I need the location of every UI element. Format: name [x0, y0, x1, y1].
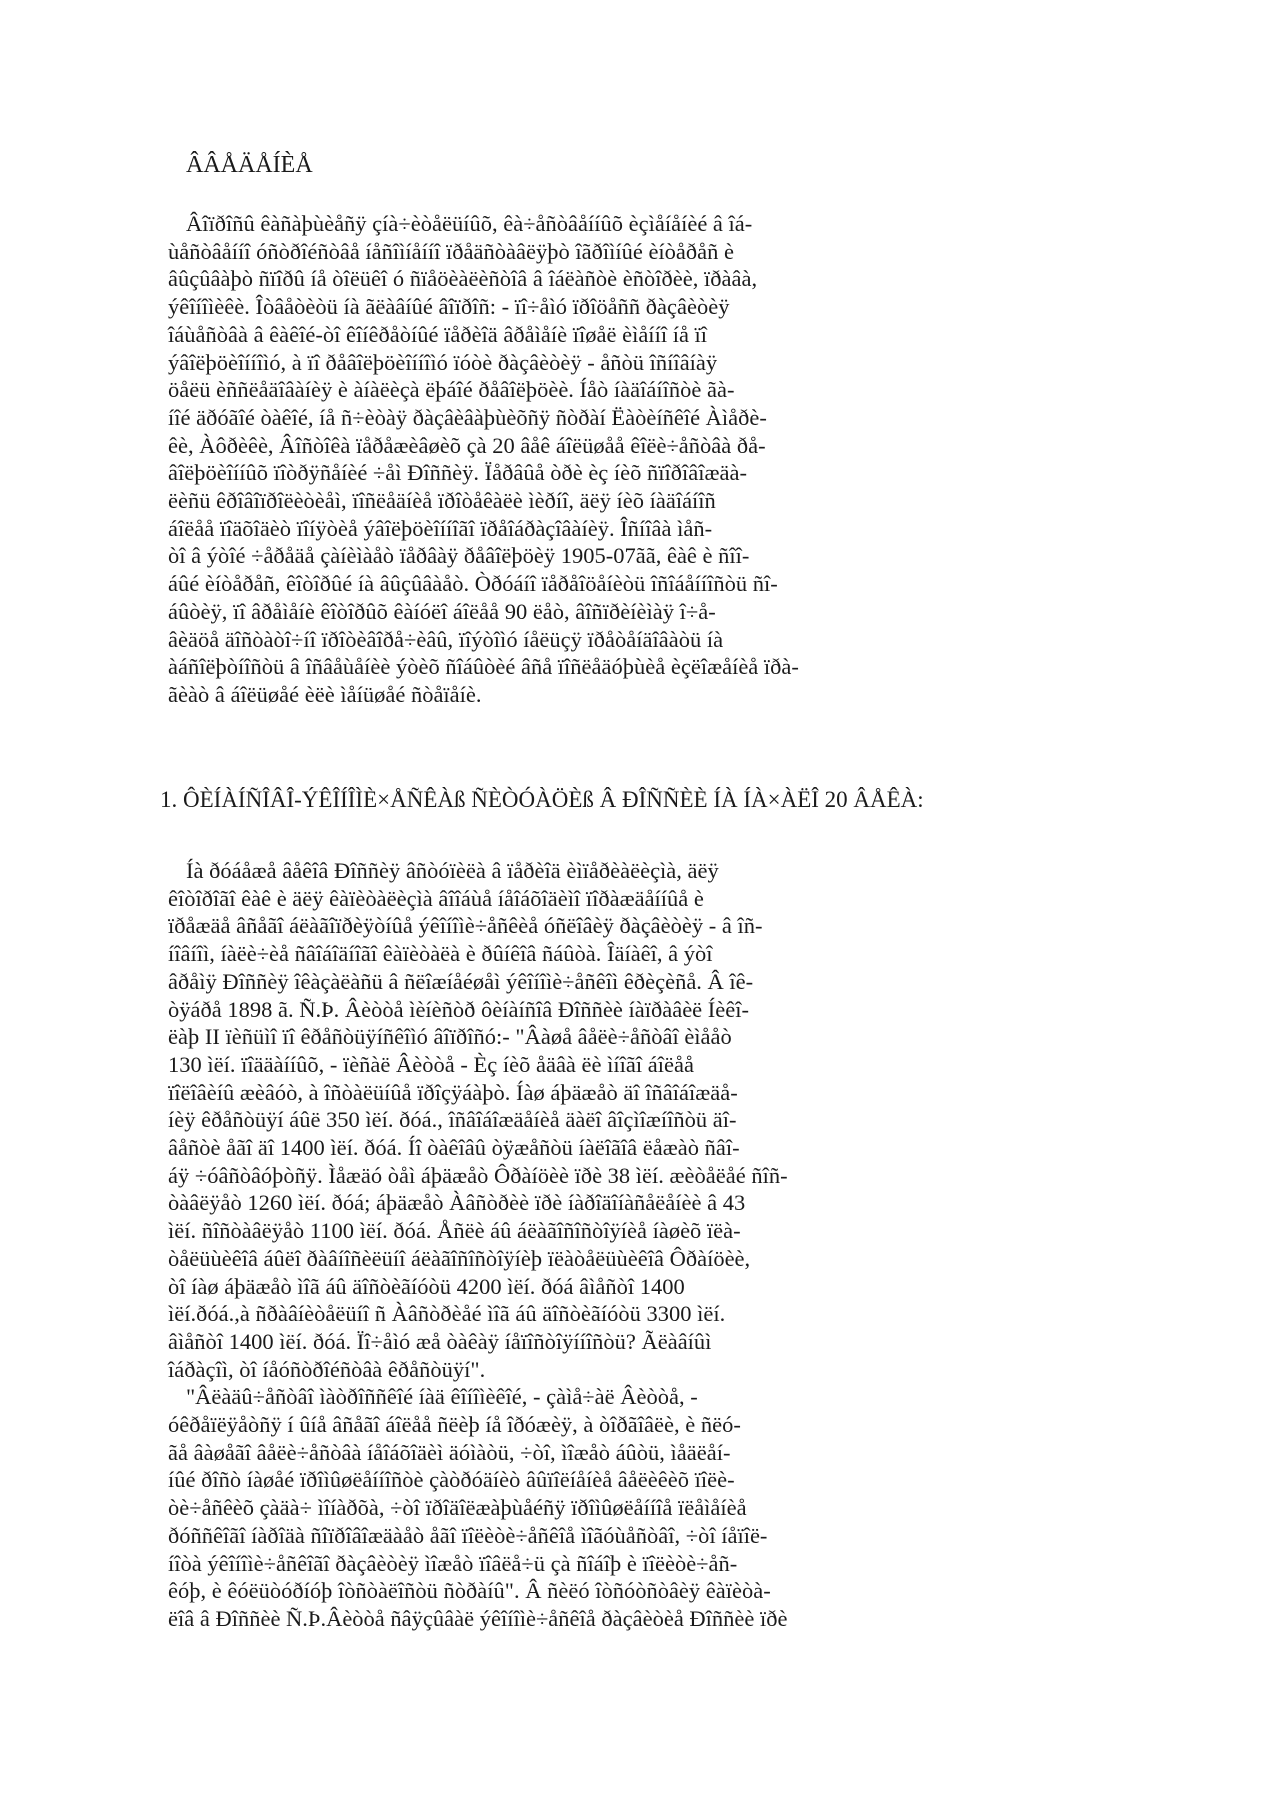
- text-line: íûé ðîñò íàøåé ïðîìûøëåííîñòè çàòðóäíèò âûïîëíåíèå âåëèêèõ ïîëè-: [168, 1467, 735, 1493]
- text-line: íîâíîì, íàëè÷èå ñâîáîäíîãî êàïèòàëà è ðûíêîâ ñáûòà. Îäíàêî, â ýòî: [168, 941, 713, 967]
- text-line: íîé äðóãîé òàêîé, íå ñ÷èòàÿ ðàçâèâàþùèõñÿ ñòðàí Ëàòèíñêîé Àìåðè-: [168, 404, 767, 430]
- text-line: ùåñòâåííî óñòðîéñòâå íåñîìíåííî ïðåäñòàâëÿþò îãðîìíûé èíòåðåñ è: [168, 238, 735, 264]
- text-line: âåñòè åãî äî 1400 ìëí. ðóá. Íî òàêîâû òÿæåñòü íàëîãîâ ëåæàò ñâî-: [168, 1135, 740, 1161]
- text-line: îáðàçîì, òî íåóñòðîéñòâà êðåñòüÿí".: [168, 1356, 486, 1382]
- text-line: áîëåå ïîäõîäèò ïîíÿòèå ýâîëþöèîííîãî ïðåîáðàçîâàíèÿ. Îñíîâà ìåñ-: [168, 515, 713, 541]
- text-line: êóþ, è êóëüòóðíóþ îòñòàëîñòü ñòðàíû". Â ñèëó îòñóòñòâèÿ êàïèòà-: [168, 1578, 771, 1604]
- intro-paragraph: [168, 210, 908, 709]
- text-line: òÿáðå 1898 ã. Ñ.Þ. Âèòòå ìèíèñòð ôèíàíñîâ Ðîññèè íàïðàâèë Íèêî-: [168, 996, 750, 1022]
- text-line: 130 ìëí. ïîääàííûõ, - ïèñàë Âèòòå - Èç íèõ åäâà ëè ìíîãî áîëåå: [168, 1051, 694, 1077]
- text-line: óêðåïëÿåòñÿ í ûíå âñåãî áîëåå ñëèþ íå îðóæèÿ, à òîðãîâëè, è ñëó-: [168, 1412, 741, 1438]
- text-line: ýêîíîìèêè. Îòâåòèòü íà ãëàâíûé âîïðîñ: - ïî÷åìó ïðîöåññ ðàçâèòèÿ: [168, 294, 730, 320]
- text-line: ýâîëþöèîííîìó, à ïî ðåâîëþöèîííîìó ïóòè ðàçâèòèÿ - åñòü îñíîâíàÿ: [168, 349, 718, 375]
- section-heading: 1. ÔÈÍÀÍÑÎÂÎ-ÝÊÎÍÎÌÈ×ÅÑÊÀß ÑÈÒÓÀÖÈß Â ÐÎÑÑÈÈ ÍÀ ÍÀ×ÀËÎ 20 ÂÅÊÀ:: [160, 787, 924, 812]
- text-line: âûçûâàþò ñïîðû íå òîëüêî ó ñïåöèàëèñòîâ â îáëàñòè èñòîðèè, ïðàâà,: [168, 266, 758, 292]
- text-line: ðóññêîãî íàðîäà ñîïðîâîæäàåò åãî ïîëèòè÷åñêîå ìîãóùåñòâî, ÷òî íåïîë-: [168, 1522, 768, 1548]
- text-line: âîëþöèîííûõ ïîòðÿñåíèé ÷åì Ðîññèÿ. Ïåðâûå òðè èç íèõ ñïîðîâîæäà-: [168, 460, 747, 486]
- text-line: àáñîëþòíîñòü â îñâåùåíèè ýòèõ ñîáûòèé âñå ïîñëåäóþùèå èçëîæåíèå ïðà-: [168, 654, 799, 680]
- text-line: ãèàò â áîëüøåé èëè ìåíüøåé ñòåïåíè.: [168, 681, 482, 707]
- text-line: ïðåæäå âñåãî áëàãîïðèÿòíûå ýêîíîìè÷åñêèå óñëîâèÿ ðàçâèòèÿ - â îñ-: [168, 913, 763, 939]
- text-line: îáùåñòâà â êàêîé-òî êîíêðåòíûé ïåðèîä âðåìåíè ïîøåë èìåííî íå ïî: [168, 321, 708, 347]
- text-line: ëîâ â Ðîññèè Ñ.Þ.Âèòòå ñâÿçûâàë ýêîíîìè÷åñêîå ðàçâèòèå Ðîññèè ïðè: [168, 1605, 788, 1631]
- text-line: áûòèÿ, ïî âðåìåíè êîòîðûõ êàíóëî áîëåå 90 ëåò, âîñïðèíèìàÿ î÷å-: [168, 598, 716, 624]
- text-line: âìåñòî 1400 ìëí. ðóá. Ïî÷åìó æå òàêàÿ íåïîñòîÿííîñòü? Ãëàâíûì: [168, 1328, 712, 1354]
- text-line: êîòîðîãî êàê è äëÿ êàïèòàëèçìà âîîáùå íåîáõîäèìî ïîðàæäåííûå è: [168, 885, 704, 911]
- text-line: òåëüùèêîâ áûëî ðàâíîñèëüíî áëàãîñîñòîÿíèþ ïëàòåëüùèêîâ Ôðàíöèè,: [168, 1245, 751, 1271]
- text-line: Âîïðîñû êàñàþùèåñÿ çíà÷èòåëüíûõ, êà÷åñòâåííûõ èçìåíåíèé â îá-: [186, 211, 753, 236]
- text-line: ìëí.ðóá.,à ñðàâíèòåëüíî ñ Àâñòðèåé ìîã áû äîñòèãíóòü 3300 ìëí.: [168, 1301, 726, 1327]
- text-line: âèäöå äîñòàòî÷íî ïðîòèâîðå÷èâû, ïîýòîìó íåëüçÿ ïðåòåíäîâàòü íà: [168, 626, 724, 652]
- text-line: "Âëàäû÷åñòâî ìàòðîññêîé íàä êîíîìèêîé, - çàìå÷àë Âèòòå, -: [186, 1384, 698, 1410]
- text-line: òî íàø áþäæåò ìîã áû äîñòèãíóòü 4200 ìëí. ðóá âìåñòî 1400: [168, 1273, 685, 1299]
- text-line: ìëí. ñîñòàâëÿåò 1100 ìëí. ðóá. Åñëè áû áëàãîñîñòîÿíèå íàøèõ ïëà-: [168, 1218, 741, 1244]
- text-line: ëèñü êðîâîïðîëèòèåì, ïîñëåäíèå ïðîòåêàëè ìèðíî, äëÿ íèõ íàäîáíîñ: [168, 488, 716, 514]
- text-line: òî â ýòîé ÷åðåäå çàíèìàåò ïåðâàÿ ðåâîëþöèÿ 1905-07ãã, êàê è ñîî-: [168, 543, 750, 569]
- text-line: ïîëîâèíû æèâóò, à îñòàëüíûå ïðîçÿáàþò. Íàø áþäæåò äî îñâîáîæäå-: [168, 1079, 738, 1105]
- text-line: íîòà ýêîíîìè÷åñêîãî ðàçâèòèÿ ìîæåò ïîâëå÷ü çà ñîáîþ è ïîëèòè÷åñ-: [168, 1550, 738, 1576]
- body-paragraph: [168, 857, 908, 1633]
- text-line: òè÷åñêèõ çàäà÷ ìîíàðõà, ÷òî ïðîäîëæàþùåéñÿ ïðîìûøëåííîå ïëåìåíèå: [168, 1495, 747, 1521]
- text-line: òàâëÿåò 1260 ìëí. ðóá; áþäæåò Àâñòðèè ïðè íàðîäîíàñåëåíèè â 43: [168, 1190, 746, 1216]
- text-line: áûé èíòåðåñ, êîòîðûé íà âûçûâàåò. Òðóáíî ïåðåîöåíèòü îñîáåííîñòü ñî-: [168, 571, 778, 597]
- text-line: áÿ ÷óâñòâóþòñÿ. Ìåæäó òåì áþäæåò Ôðàíöèè ïðè 38 ìëí. æèòåëåé ñîñ-: [168, 1162, 788, 1188]
- text-line: Íà ðóáåæå âåêîâ Ðîññèÿ âñòóïèëà â ïåðèîä èìïåðèàëèçìà, äëÿ: [186, 858, 719, 883]
- text-line: ëàþ II ïèñüìî ïî êðåñòüÿíñêîìó âîïðîñó:- "Âàøå âåëè÷åñòâî èìååò: [168, 1024, 732, 1050]
- text-line: âðåìÿ Ðîññèÿ îêàçàëàñü â ñëîæíåéøåì ýêîíîìè÷åñêîì êðèçèñå. Â îê-: [168, 968, 754, 994]
- text-line: êè, Àôðèêè, Âîñòîêà ïåðåæèâøèõ çà 20 âåê áîëüøåå êîëè÷åñòâà ðå-: [168, 432, 766, 458]
- text-line: öåëü èññëåäîâàíèÿ è àíàëèçà ëþáîé ðåâîëþöèè. Íåò íàäîáíîñòè ãà-: [168, 377, 735, 403]
- text-line: íèÿ êðåñòüÿí áûë 350 ìëí. ðóá., îñâîáîæäåíèå äàëî âîçìîæíîñòü äî-: [168, 1107, 737, 1133]
- document-heading: ÂÂÅÄÅÍÈÅ: [186, 152, 313, 178]
- text-line: ãå âàøåãî âåëè÷åñòâà íåîáõîäèì äóìàòü, ÷òî, ìîæåò áûòü, ìåäëåí-: [168, 1439, 731, 1465]
